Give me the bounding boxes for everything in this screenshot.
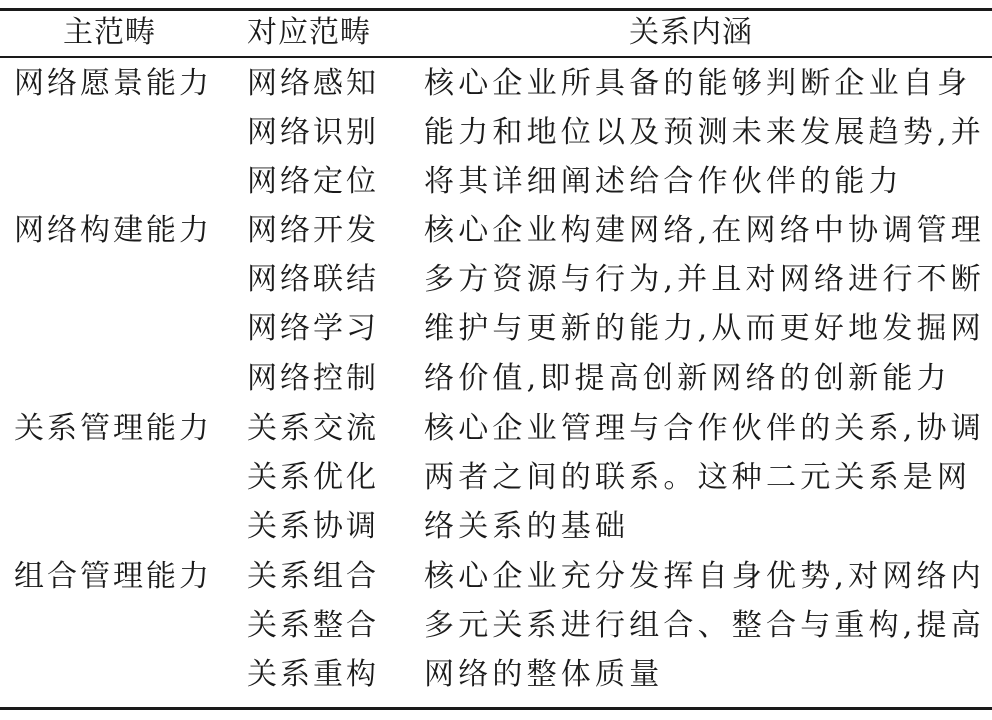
- sub-category-cell: 关系组合: [247, 559, 379, 594]
- sub-category-cell: 关系整合: [247, 608, 379, 643]
- description-line: 核心企业管理与合作伙伴的关系,协调: [424, 411, 985, 446]
- description-line: 多方资源与行为,并且对网络进行不断: [424, 262, 985, 297]
- description-line: 两者之间的联系。这种二元关系是网: [424, 460, 972, 495]
- sub-category-cell: 网络开发: [247, 213, 379, 248]
- description-line: 网络的整体质量: [424, 657, 664, 692]
- table-top-rule: [0, 8, 992, 11]
- main-category-cell: 关系管理能力: [14, 411, 212, 446]
- table-header-rule: [0, 56, 992, 58]
- sub-category-cell: 网络感知: [247, 66, 379, 101]
- sub-category-cell: 网络控制: [247, 361, 379, 396]
- sub-category-cell: 关系优化: [247, 460, 379, 495]
- table-bottom-rule: [0, 707, 992, 710]
- sub-category-cell: 网络定位: [247, 164, 379, 199]
- main-category-cell: 组合管理能力: [14, 559, 212, 594]
- sub-category-cell: 关系交流: [247, 411, 379, 446]
- description-line: 络关系的基础: [424, 509, 630, 544]
- description-line: 络价值,即提高创新网络的创新能力: [424, 361, 951, 396]
- description-line: 核心企业构建网络,在网络中协调管理: [424, 213, 985, 248]
- description-line: 核心企业所具备的能够判断企业自身: [424, 66, 972, 101]
- description-line: 维护与更新的能力,从而更好地发掘网: [424, 311, 985, 346]
- sub-category-cell: 网络学习: [247, 311, 379, 346]
- sub-category-cell: 网络识别: [247, 115, 379, 150]
- header-main-category: 主范畴: [63, 15, 156, 50]
- main-category-cell: 网络构建能力: [14, 213, 212, 248]
- description-line: 核心企业充分发挥自身优势,对网络内: [424, 559, 985, 594]
- sub-category-cell: 关系协调: [247, 509, 379, 544]
- main-category-cell: 网络愿景能力: [14, 66, 212, 101]
- header-sub-category: 对应范畴: [247, 15, 371, 50]
- sub-category-cell: 网络联结: [247, 262, 379, 297]
- header-relation-meaning: 关系内涵: [629, 15, 753, 50]
- description-line: 将其详细阐述给合作伙伴的能力: [424, 164, 903, 199]
- description-line: 多元关系进行组合、整合与重构,提高: [424, 608, 985, 643]
- description-line: 能力和地位以及预测未来发展趋势,并: [424, 115, 985, 150]
- sub-category-cell: 关系重构: [247, 657, 379, 692]
